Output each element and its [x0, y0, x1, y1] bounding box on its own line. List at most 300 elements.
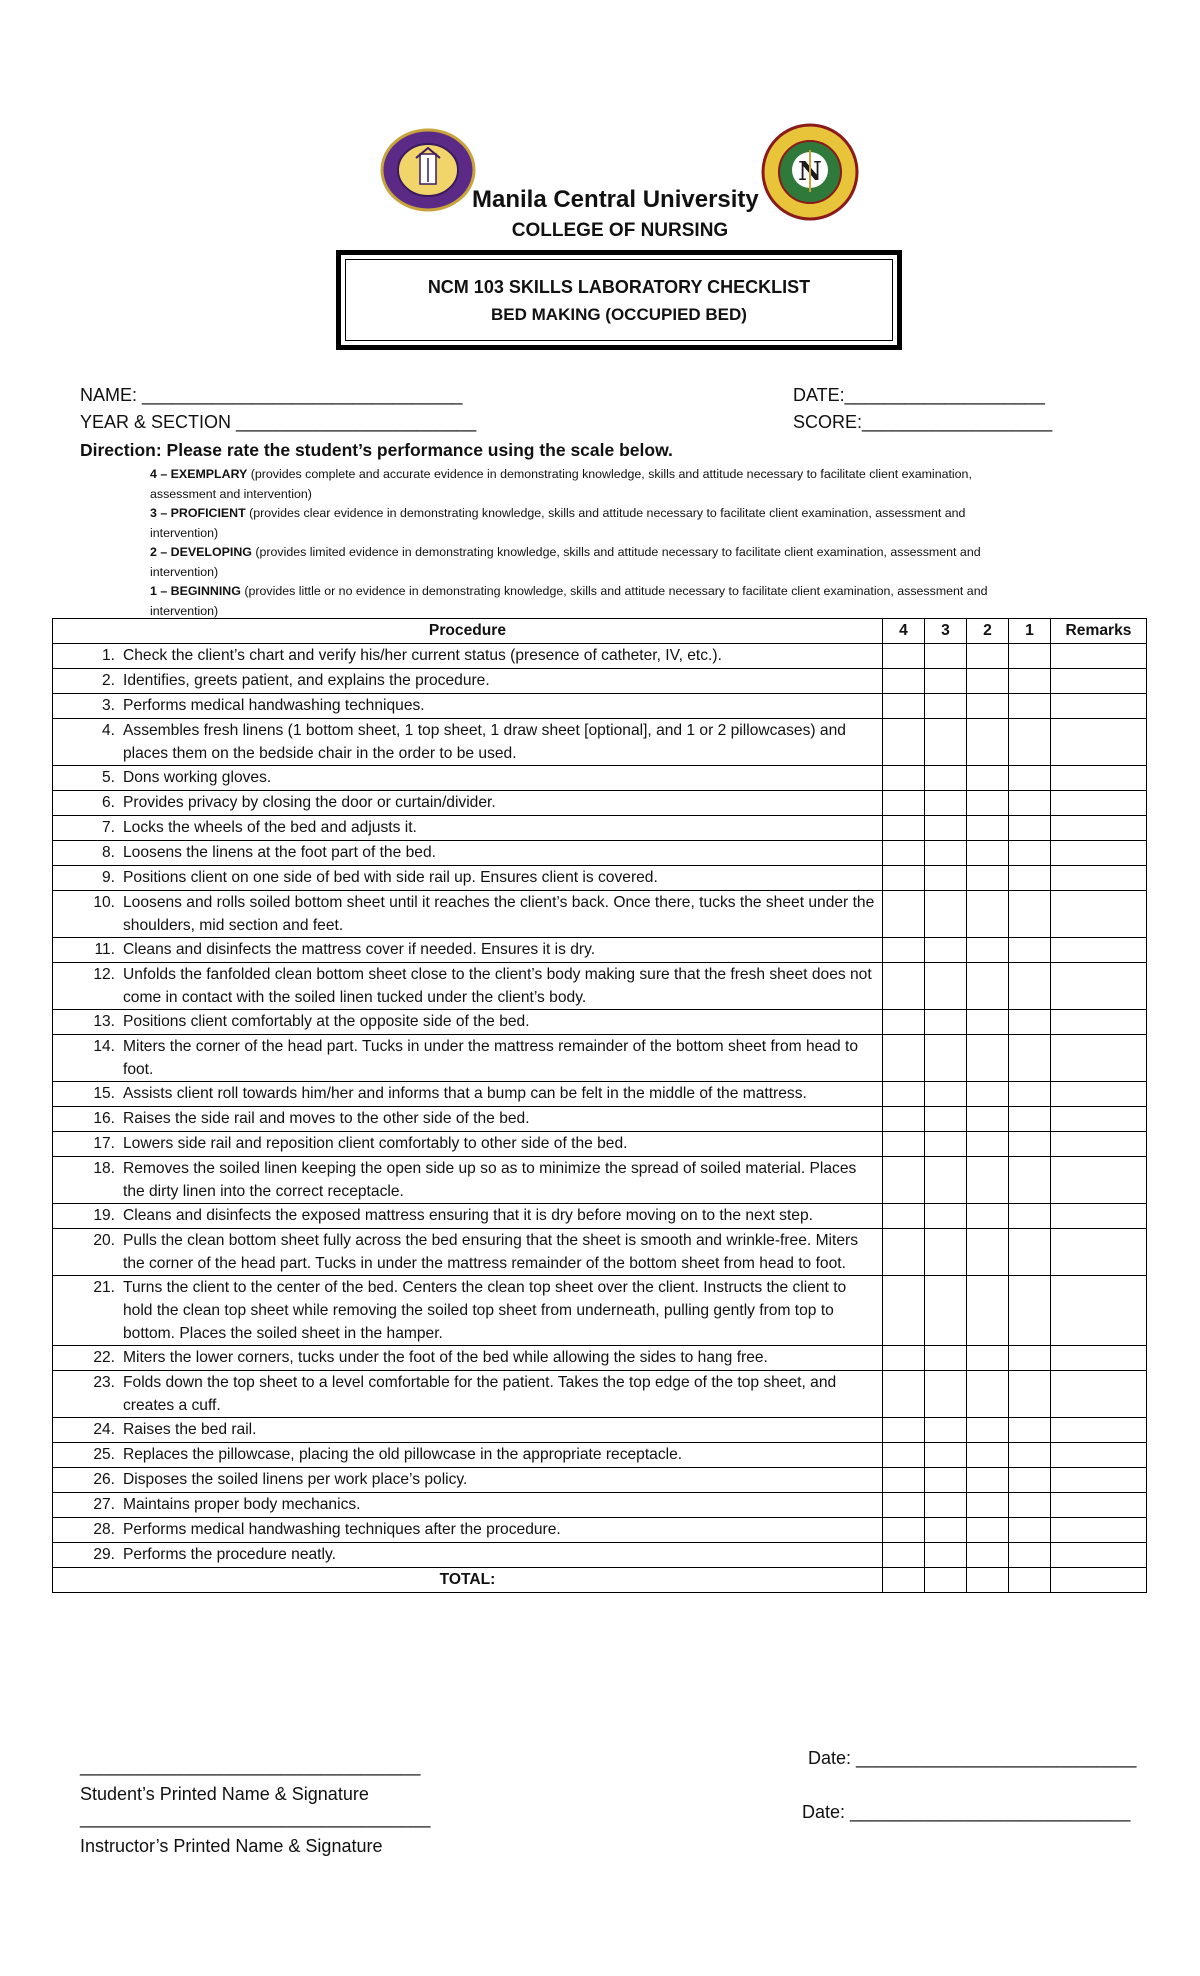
- table-header-row: [53, 619, 1147, 644]
- step-text: Raises the bed rail.: [123, 1421, 257, 1438]
- score-cell[interactable]: [967, 719, 1009, 766]
- remarks-cell[interactable]: [1051, 1468, 1147, 1493]
- score-cell[interactable]: [967, 1418, 1009, 1443]
- student-signature-label: Student’s Printed Name & Signature: [80, 1784, 369, 1804]
- score-cell[interactable]: [1009, 694, 1051, 719]
- score-cell[interactable]: [967, 1493, 1009, 1518]
- score-cell[interactable]: [883, 866, 925, 891]
- step-number: 23.: [93, 1374, 115, 1391]
- score-cell[interactable]: [1009, 1371, 1051, 1418]
- checklist-title: NCM 103 SKILLS LABORATORY CHECKLIST: [427, 277, 811, 297]
- step-number: 20.: [93, 1232, 115, 1249]
- score-cell[interactable]: [967, 891, 1009, 938]
- score-cell[interactable]: [883, 1418, 925, 1443]
- table-row: [53, 1443, 1147, 1468]
- step-number: 9.: [101, 869, 115, 886]
- remarks-cell[interactable]: [1051, 1346, 1147, 1371]
- table-row: [53, 1035, 1147, 1082]
- remarks-cell[interactable]: [1051, 1543, 1147, 1568]
- score-field[interactable]: SCORE:___________________: [793, 412, 1053, 432]
- remarks-cell[interactable]: [1051, 1132, 1147, 1157]
- score-cell[interactable]: [967, 1157, 1009, 1204]
- score-cell[interactable]: [967, 1204, 1009, 1229]
- score-cell[interactable]: [883, 669, 925, 694]
- step-number: 21.: [93, 1279, 115, 1296]
- score-cell[interactable]: [925, 1418, 967, 1443]
- total-label: TOTAL:: [53, 1568, 883, 1593]
- score-cell[interactable]: [925, 1371, 967, 1418]
- checklist-title-box: [336, 250, 902, 350]
- table-row: [53, 669, 1147, 694]
- score-cell[interactable]: [883, 766, 925, 791]
- score-cell[interactable]: [1009, 1204, 1051, 1229]
- score-cell[interactable]: [925, 891, 967, 938]
- score-cell[interactable]: [967, 1518, 1009, 1543]
- remarks-cell[interactable]: [1051, 1204, 1147, 1229]
- step-text: Performs medical handwashing techniques after the procedure.: [123, 1521, 561, 1538]
- step-number: 15.: [93, 1085, 115, 1102]
- score-cell[interactable]: [883, 938, 925, 963]
- remarks-cell[interactable]: [1051, 816, 1147, 841]
- table-row: [53, 1543, 1147, 1568]
- score-cell[interactable]: [1009, 963, 1051, 1010]
- score-cell[interactable]: [883, 1035, 925, 1082]
- step-text: Lowers side rail and reposition client comfortably to other side of the bed.: [123, 1135, 628, 1152]
- remarks-cell[interactable]: [1051, 669, 1147, 694]
- step-text: Maintains proper body mechanics.: [123, 1496, 361, 1513]
- remarks-cell[interactable]: [1051, 1371, 1147, 1418]
- remarks-cell[interactable]: [1051, 841, 1147, 866]
- step-number: 4.: [101, 722, 115, 739]
- score-cell[interactable]: [1009, 669, 1051, 694]
- table-row: [53, 841, 1147, 866]
- score-cell[interactable]: [1009, 1132, 1051, 1157]
- remarks-cell[interactable]: [1051, 1518, 1147, 1543]
- procedure-cell: [53, 816, 883, 841]
- score-cell[interactable]: [883, 1107, 925, 1132]
- score-cell[interactable]: [883, 891, 925, 938]
- procedure-header: Procedure: [53, 619, 883, 644]
- score-cell[interactable]: [967, 669, 1009, 694]
- table-row: [53, 1082, 1147, 1107]
- procedure-cell: [53, 891, 883, 938]
- procedure-cell: [53, 1107, 883, 1132]
- score-cell[interactable]: [1009, 938, 1051, 963]
- score-cell[interactable]: [925, 1276, 967, 1346]
- procedure-cell: [53, 791, 883, 816]
- step-text: Cleans and disinfects the exposed mattress ensuring that it is dry before moving on to the next step.: [123, 1207, 813, 1224]
- scale-item: 4 – EXEMPLARY (provides complete and accurate evidence in demonstrating knowledge, skills and attitude necessary to facilitate client examination, assessment and intervention): [150, 467, 972, 501]
- score-cell[interactable]: [1009, 766, 1051, 791]
- score-cell[interactable]: [883, 1229, 925, 1276]
- score-cell[interactable]: [925, 1493, 967, 1518]
- procedure-cell: [53, 719, 883, 766]
- score-cell[interactable]: [1009, 1418, 1051, 1443]
- score-3-header: 3: [925, 619, 967, 644]
- table-row: [53, 1346, 1147, 1371]
- checklist-subtitle: BED MAKING (OCCUPIED BED): [491, 305, 747, 324]
- score-cell[interactable]: [925, 644, 967, 669]
- score-cell[interactable]: [883, 1468, 925, 1493]
- score-cell[interactable]: [883, 791, 925, 816]
- procedure-cell: [53, 841, 883, 866]
- table-row: [53, 1518, 1147, 1543]
- score-cell[interactable]: [925, 938, 967, 963]
- procedure-cell: [53, 669, 883, 694]
- procedure-cell: [53, 1468, 883, 1493]
- table-row: [53, 1132, 1147, 1157]
- score-cell[interactable]: [925, 1082, 967, 1107]
- score-cell[interactable]: [967, 1468, 1009, 1493]
- remarks-cell[interactable]: [1051, 791, 1147, 816]
- score-cell[interactable]: [1009, 1276, 1051, 1346]
- step-text: Raises the side rail and moves to the other side of the bed.: [123, 1110, 530, 1127]
- score-cell[interactable]: [925, 791, 967, 816]
- remarks-cell[interactable]: [1051, 963, 1147, 1010]
- procedure-cell: [53, 963, 883, 1010]
- score-cell[interactable]: [883, 1132, 925, 1157]
- score-cell[interactable]: [925, 1010, 967, 1035]
- step-number: 27.: [93, 1496, 115, 1513]
- procedure-table: [52, 618, 1147, 1593]
- score-cell[interactable]: [883, 1518, 925, 1543]
- step-number: 8.: [101, 844, 115, 861]
- procedure-cell: [53, 1010, 883, 1035]
- step-text: Assists client roll towards him/her and informs that a bump can be felt in the middle of the mattress.: [123, 1085, 807, 1102]
- remarks-cell[interactable]: [1051, 1010, 1147, 1035]
- score-cell[interactable]: [925, 1543, 967, 1568]
- table-row: [53, 1229, 1147, 1276]
- step-text: Assembles fresh linens (1 bottom sheet, 1 top sheet, 1 draw sheet [optional], and 1 or 2 pillowcases) and places them on the bedside chair in the order to be used.: [123, 722, 846, 762]
- score-cell[interactable]: [883, 719, 925, 766]
- score-1-header: 1: [1009, 619, 1051, 644]
- procedure-cell: [53, 1518, 883, 1543]
- score-cell[interactable]: [883, 1543, 925, 1568]
- instructor-date-field[interactable]: Date: ____________________________: [802, 1802, 1131, 1822]
- step-text: Locks the wheels of the bed and adjusts it.: [123, 819, 417, 836]
- score-cell[interactable]: [925, 1229, 967, 1276]
- step-text: Loosens the linens at the foot part of the bed.: [123, 844, 436, 861]
- table-row: [53, 644, 1147, 669]
- score-cell[interactable]: [883, 644, 925, 669]
- score-cell[interactable]: [967, 1229, 1009, 1276]
- remarks-cell[interactable]: [1051, 938, 1147, 963]
- table-row: [53, 766, 1147, 791]
- total-row: [53, 1568, 1147, 1593]
- step-text: Disposes the soiled linens per work place’s policy.: [123, 1471, 468, 1488]
- score-cell[interactable]: [925, 1204, 967, 1229]
- score-cell[interactable]: [967, 644, 1009, 669]
- score-cell[interactable]: [1009, 1493, 1051, 1518]
- score-cell[interactable]: [925, 841, 967, 866]
- table-row: [53, 1493, 1147, 1518]
- step-number: 18.: [93, 1160, 115, 1177]
- step-text: Dons working gloves.: [123, 769, 272, 786]
- score-cell[interactable]: [1009, 1082, 1051, 1107]
- scale-item: 3 – PROFICIENT (provides clear evidence in demonstrating knowledge, skills and attitude necessary to facilitate client examination, assessment and intervention): [150, 506, 966, 540]
- step-text: Miters the lower corners, tucks under the foot of the bed while allowing the sides to hang free.: [123, 1349, 768, 1366]
- score-cell[interactable]: [1009, 1035, 1051, 1082]
- table-row: [53, 1468, 1147, 1493]
- step-number: 29.: [93, 1546, 115, 1563]
- table-row: [53, 694, 1147, 719]
- table-row: [53, 866, 1147, 891]
- step-text: Identifies, greets patient, and explains the procedure.: [123, 672, 490, 689]
- score-4-header: 4: [883, 619, 925, 644]
- table-row: [53, 1010, 1147, 1035]
- score-cell[interactable]: [1009, 1468, 1051, 1493]
- step-text: Positions client comfortably at the opposite side of the bed.: [123, 1013, 530, 1030]
- score-cell[interactable]: [967, 1107, 1009, 1132]
- score-cell[interactable]: [967, 1276, 1009, 1346]
- table-row: [53, 1157, 1147, 1204]
- remarks-cell[interactable]: [1051, 694, 1147, 719]
- score-cell[interactable]: [967, 694, 1009, 719]
- remarks-cell[interactable]: [1051, 1082, 1147, 1107]
- procedure-cell: [53, 1204, 883, 1229]
- date-field[interactable]: DATE:____________________: [793, 385, 1045, 405]
- score-cell[interactable]: [925, 1157, 967, 1204]
- table-row: [53, 1276, 1147, 1346]
- score-cell[interactable]: [925, 1346, 967, 1371]
- procedure-cell: [53, 644, 883, 669]
- procedure-cell: [53, 1443, 883, 1468]
- score-cell[interactable]: [883, 841, 925, 866]
- step-text: Positions client on one side of bed with side rail up. Ensures client is covered.: [123, 869, 658, 886]
- score-cell[interactable]: [925, 1035, 967, 1082]
- table-row: [53, 1418, 1147, 1443]
- score-cell[interactable]: [967, 791, 1009, 816]
- score-cell[interactable]: [967, 1132, 1009, 1157]
- score-cell[interactable]: [967, 1035, 1009, 1082]
- score-cell[interactable]: [1009, 644, 1051, 669]
- score-cell[interactable]: [883, 1157, 925, 1204]
- procedure-cell: [53, 1371, 883, 1418]
- procedure-cell: [53, 866, 883, 891]
- step-text: Removes the soiled linen keeping the open side up so as to minimize the spread of soiled material. Places the dirty linen into the correct receptacle.: [123, 1160, 857, 1200]
- score-cell[interactable]: [883, 1346, 925, 1371]
- university-seal-logo: [380, 128, 476, 212]
- procedure-cell: [53, 1132, 883, 1157]
- step-number: 5.: [101, 769, 115, 786]
- rating-scale: [150, 465, 1030, 621]
- year-section-field[interactable]: YEAR & SECTION ________________________: [80, 412, 477, 432]
- step-number: 26.: [93, 1471, 115, 1488]
- step-text: Cleans and disinfects the mattress cover if needed. Ensures it is dry.: [123, 941, 596, 958]
- step-number: 11.: [94, 941, 115, 958]
- score-cell[interactable]: [967, 1346, 1009, 1371]
- step-number: 2.: [101, 672, 115, 689]
- step-number: 17.: [93, 1135, 115, 1152]
- table-row: [53, 891, 1147, 938]
- score-cell[interactable]: [967, 938, 1009, 963]
- score-cell[interactable]: [967, 816, 1009, 841]
- remarks-cell[interactable]: [1051, 1568, 1147, 1593]
- table-row: [53, 963, 1147, 1010]
- remarks-cell[interactable]: [1051, 766, 1147, 791]
- student-signature-line[interactable]: __________________________________: [80, 1756, 421, 1776]
- score-cell[interactable]: [925, 1107, 967, 1132]
- procedure-cell: [53, 1035, 883, 1082]
- score-cell[interactable]: [883, 1493, 925, 1518]
- score-cell[interactable]: [967, 1082, 1009, 1107]
- step-text: Folds down the top sheet to a level comfortable for the patient. Takes the top edge of the top sheet, and creates a cuff.: [123, 1374, 837, 1414]
- score-cell[interactable]: [883, 1276, 925, 1346]
- score-cell[interactable]: [1009, 1443, 1051, 1468]
- college-name: COLLEGE OF NURSING: [511, 220, 729, 241]
- procedure-cell: [53, 1157, 883, 1204]
- table-row: [53, 1204, 1147, 1229]
- score-cell[interactable]: [967, 866, 1009, 891]
- table-row: [53, 816, 1147, 841]
- step-number: 16.: [93, 1110, 115, 1127]
- score-cell[interactable]: [925, 866, 967, 891]
- score-cell[interactable]: [883, 694, 925, 719]
- score-cell[interactable]: [883, 816, 925, 841]
- score-cell[interactable]: [1009, 891, 1051, 938]
- name-field[interactable]: NAME: ________________________________: [80, 385, 463, 405]
- step-number: 19.: [93, 1207, 115, 1224]
- step-number: 3.: [101, 697, 115, 714]
- step-number: 25.: [93, 1446, 115, 1463]
- procedure-cell: [53, 1229, 883, 1276]
- step-text: Provides privacy by closing the door or curtain/divider.: [123, 794, 496, 811]
- score-cell[interactable]: [967, 1543, 1009, 1568]
- remarks-cell[interactable]: [1051, 866, 1147, 891]
- score-cell[interactable]: [1009, 1518, 1051, 1543]
- remarks-cell[interactable]: [1051, 1276, 1147, 1346]
- score-cell[interactable]: [1009, 1229, 1051, 1276]
- score-cell[interactable]: [883, 1204, 925, 1229]
- step-text: Turns the client to the center of the bed. Centers the clean top sheet over the client. Instructs the client to hold the clean top sheet while removing the soiled top sheet from underneath, pulling gently from top to bottom. Places the soiled sheet in the hamper.: [123, 1279, 847, 1342]
- procedure-cell: [53, 694, 883, 719]
- remarks-cell[interactable]: [1051, 1107, 1147, 1132]
- score-cell[interactable]: [883, 1568, 925, 1593]
- score-cell[interactable]: [967, 963, 1009, 1010]
- step-number: 13.: [93, 1013, 115, 1030]
- score-cell[interactable]: [1009, 866, 1051, 891]
- step-number: 28.: [93, 1521, 115, 1538]
- scale-item: 2 – DEVELOPING (provides limited evidence in demonstrating knowledge, skills and attitude necessary to facilitate client examination, assessment and intervention): [150, 545, 981, 579]
- score-cell[interactable]: [925, 766, 967, 791]
- score-cell[interactable]: [1009, 1107, 1051, 1132]
- score-cell[interactable]: [925, 669, 967, 694]
- remarks-cell[interactable]: [1051, 1493, 1147, 1518]
- score-cell[interactable]: [925, 963, 967, 1010]
- score-cell[interactable]: [1009, 719, 1051, 766]
- score-cell[interactable]: [1009, 816, 1051, 841]
- procedure-cell: [53, 1493, 883, 1518]
- step-number: 7.: [101, 819, 115, 836]
- score-cell[interactable]: [967, 1568, 1009, 1593]
- score-cell[interactable]: [967, 1443, 1009, 1468]
- procedure-cell: [53, 1543, 883, 1568]
- remarks-cell[interactable]: [1051, 891, 1147, 938]
- scale-item: 1 – BEGINNING (provides little or no evidence in demonstrating knowledge, skills and attitude necessary to facilitate client examination, assessment and intervention): [150, 584, 988, 618]
- step-number: 14.: [93, 1038, 115, 1055]
- remarks-cell[interactable]: [1051, 719, 1147, 766]
- procedure-cell: [53, 1082, 883, 1107]
- score-cell[interactable]: [925, 1443, 967, 1468]
- step-text: Performs medical handwashing techniques.: [123, 697, 425, 714]
- score-cell[interactable]: [925, 1468, 967, 1493]
- score-cell[interactable]: [1009, 1010, 1051, 1035]
- university-name: Manila Central University: [472, 186, 759, 213]
- step-number: 22.: [93, 1349, 115, 1366]
- table-row: [53, 719, 1147, 766]
- score-cell[interactable]: [883, 1371, 925, 1418]
- score-cell[interactable]: [883, 963, 925, 1010]
- procedure-cell: [53, 766, 883, 791]
- remarks-cell[interactable]: [1051, 1418, 1147, 1443]
- score-cell[interactable]: [967, 1010, 1009, 1035]
- table-row: [53, 1371, 1147, 1418]
- step-text: Pulls the clean bottom sheet fully across the bed ensuring that the sheet is smooth and wrinkle-free. Miters the corner of the head part. Tucks in under the mattress remainder of the bottom sheet from head to foot.: [123, 1232, 859, 1272]
- procedure-cell: [53, 938, 883, 963]
- step-number: 6.: [101, 794, 115, 811]
- score-cell[interactable]: [925, 1568, 967, 1593]
- step-number: 12.: [93, 966, 115, 983]
- procedure-cell: [53, 1418, 883, 1443]
- score-cell[interactable]: [967, 1371, 1009, 1418]
- score-cell[interactable]: [883, 1443, 925, 1468]
- college-of-nursing-seal-logo: [760, 122, 860, 222]
- score-2-header: 2: [967, 619, 1009, 644]
- instructor-signature-label: Instructor’s Printed Name & Signature: [80, 1836, 383, 1856]
- step-text: Replaces the pillowcase, placing the old pillowcase in the appropriate receptacle.: [123, 1446, 683, 1463]
- step-text: Check the client’s chart and verify his/her current status (presence of catheter, IV, etc.).: [123, 647, 722, 664]
- score-cell[interactable]: [1009, 1568, 1051, 1593]
- score-cell[interactable]: [967, 766, 1009, 791]
- remarks-header: Remarks: [1051, 619, 1147, 644]
- student-date-field[interactable]: Date: ____________________________: [808, 1748, 1137, 1768]
- step-number: 1.: [101, 647, 115, 664]
- step-text: Loosens and rolls soiled bottom sheet until it reaches the client’s back. Once there, tucks the sheet under the shoulders, mid section and feet.: [123, 894, 875, 934]
- table-row: [53, 938, 1147, 963]
- score-cell[interactable]: [1009, 1157, 1051, 1204]
- remarks-cell[interactable]: [1051, 1229, 1147, 1276]
- score-cell[interactable]: [925, 694, 967, 719]
- remarks-cell[interactable]: [1051, 1035, 1147, 1082]
- score-cell[interactable]: [1009, 1543, 1051, 1568]
- step-text: Performs the procedure neatly.: [123, 1546, 336, 1563]
- procedure-cell: [53, 1276, 883, 1346]
- step-text: Unfolds the fanfolded clean bottom sheet close to the client’s body making sure that the fresh sheet does not come in contact with the soiled linen tucked under the client’s body.: [123, 966, 872, 1006]
- procedure-cell: [53, 1346, 883, 1371]
- score-cell[interactable]: [1009, 1346, 1051, 1371]
- score-cell[interactable]: [925, 1518, 967, 1543]
- remarks-cell[interactable]: [1051, 1443, 1147, 1468]
- score-cell[interactable]: [883, 1082, 925, 1107]
- direction-text: Direction: Please rate the student’s performance using the scale below.: [80, 440, 673, 460]
- score-cell[interactable]: [925, 719, 967, 766]
- score-cell[interactable]: [925, 816, 967, 841]
- remarks-cell[interactable]: [1051, 644, 1147, 669]
- score-cell[interactable]: [1009, 841, 1051, 866]
- svg-text:N: N: [798, 157, 822, 187]
- table-row: [53, 791, 1147, 816]
- instructor-signature-line[interactable]: ___________________________________: [80, 1808, 431, 1828]
- step-number: 24.: [93, 1421, 115, 1438]
- table-row: [53, 1107, 1147, 1132]
- score-cell[interactable]: [883, 1010, 925, 1035]
- score-cell[interactable]: [967, 841, 1009, 866]
- score-cell[interactable]: [925, 1132, 967, 1157]
- step-number: 10.: [93, 894, 115, 911]
- remarks-cell[interactable]: [1051, 1157, 1147, 1204]
- step-text: Miters the corner of the head part. Tucks in under the mattress remainder of the bottom sheet from head to foot.: [123, 1038, 859, 1078]
- score-cell[interactable]: [1009, 791, 1051, 816]
